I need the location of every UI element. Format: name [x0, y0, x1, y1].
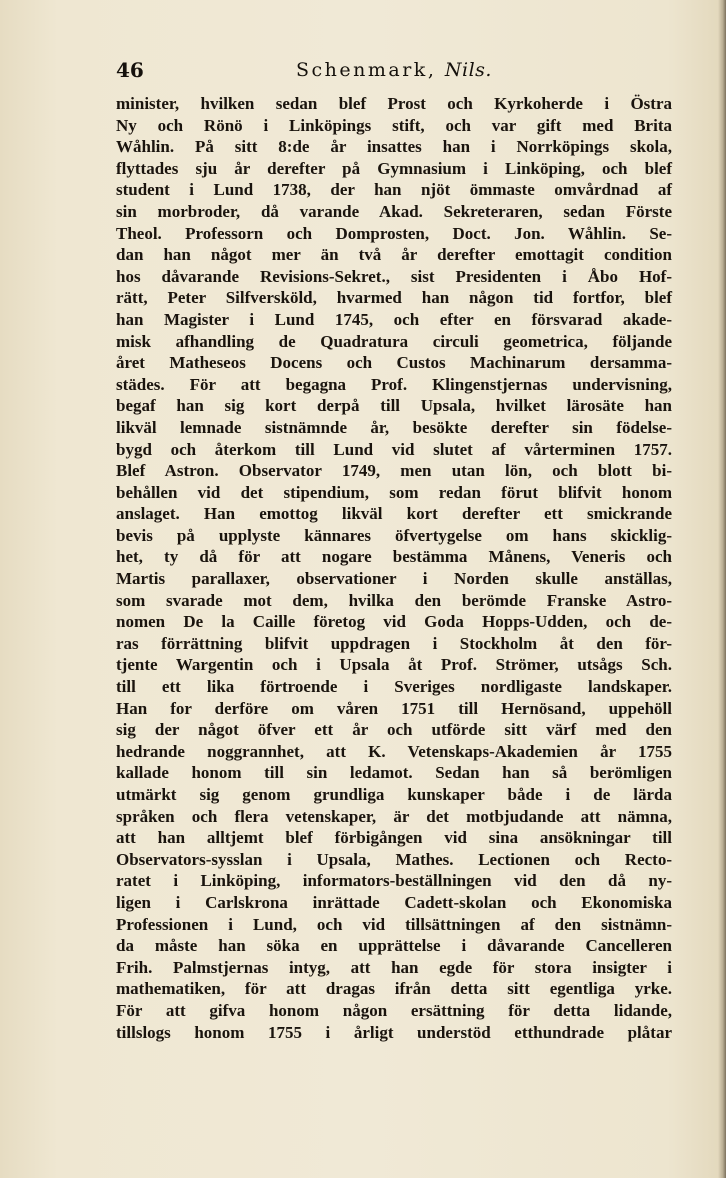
- running-head: [296, 56, 492, 84]
- text-line: Martis parallaxer, observationer i Norden skulle anställas,: [116, 569, 672, 589]
- text-line: minister, hvilken sedan blef Prost och Kyrkoherde i Östra: [116, 94, 672, 113]
- text-line: sin morbroder, då varande Akad. Sekreteraren, sedan Förste: [116, 201, 672, 221]
- page-number: 46: [116, 58, 144, 82]
- text-line: bygd och återkom till Lund vid slutet af vårterminen 1757.: [116, 439, 672, 459]
- text-line: Wåhlin. På sitt 8:de år insattes han i Norrköpings skola,: [116, 137, 672, 157]
- text-line: likväl lemnade sistnämnde år, besökte derefter sin födelse-: [116, 417, 672, 437]
- text-line: tjente Wargentin och i Upsala åt Prof. Strömer, utsågs Sch.: [116, 655, 672, 675]
- text-line: sig der något öfver ett år och utförde sitt värf med den: [116, 720, 672, 740]
- text-line: ras förrättning blifvit uppdragen i Stockholm åt den för-: [116, 633, 672, 653]
- text-line: anslaget. Han emottog likväl kort derefter ett smickrande: [116, 504, 672, 524]
- text-line: året Matheseos Docens och Custos Machinarum dersamma-: [116, 353, 672, 373]
- text-line: han Magister i Lund 1745, och efter en försvarad akade-: [116, 309, 672, 329]
- text-line: het, ty då för att nogare bestämma Månens, Veneris och: [116, 547, 672, 567]
- text-line: För att gifva honom någon ersättning för detta lidande,: [116, 1000, 672, 1020]
- text-line: mathematiken, för att dragas ifrån detta sitt egentliga yrke.: [116, 979, 672, 999]
- text-line: som svarade mot dem, hvilka den berömde Franske Astro-: [116, 590, 672, 610]
- text-line: da måste han söka en upprättelse i dåvarande Cancelleren: [116, 936, 672, 956]
- running-head-given-name: Nils.: [444, 59, 492, 81]
- running-head-surname: Schenmark,: [296, 59, 437, 81]
- body-text: [116, 93, 672, 1043]
- text-line: till ett lika förtroende i Sveriges nordligaste landskaper.: [116, 677, 672, 697]
- text-line: dan han något mer än två år derefter emottagit condition: [116, 245, 672, 265]
- text-line: utmärkt sig genom grundliga kunskaper både i de lärda: [116, 785, 672, 804]
- text-line: städes. För att begagna Prof. Klingenstjernas undervisning,: [116, 374, 672, 394]
- text-line: misk afhandling de Quadratura circuli geometrica, följande: [116, 331, 672, 351]
- text-line: Observators-sysslan i Upsala, Mathes. Lectionen och Recto-: [116, 849, 672, 869]
- text-line: begaf han sig kort derpå till Upsala, hvilket lärosäte han: [116, 396, 672, 416]
- text-line: Theol. Professorn och Domprosten, Doct. Jon. Wåhlin. Se-: [116, 223, 672, 243]
- text-line: bevis på upplyste kännares öfvertygelse om hans skicklig-: [116, 525, 672, 545]
- text-line: student i Lund 1738, der han njöt ömmaste omvårdnad af: [116, 180, 672, 200]
- text-line: behållen vid det stipendium, som redan förut blifvit honom: [116, 482, 672, 502]
- text-line: Blef Astron. Observator 1749, men utan lön, och blott bi-: [116, 461, 672, 481]
- text-line: ratet i Linköping, informators-beställningen vid den då ny-: [116, 871, 672, 891]
- text-line: Frih. Palmstjernas intyg, att han egde för stora insigter i: [116, 957, 672, 977]
- text-line: flyttades sju år derefter på Gymnasium i Linköping, och blef: [116, 158, 672, 178]
- text-line: nomen De la Caille företog vid Goda Hopps-Udden, och de-: [116, 612, 672, 632]
- text-line: Professionen i Lund, och vid tillsättningen af den sistnämn-: [116, 914, 672, 934]
- text-line: Ny och Rönö i Linköpings stift, och var gift med Brita: [116, 115, 672, 135]
- text-line: hos dåvarande Revisions-Sekret., sist Presidenten i Åbo Hof-: [116, 266, 672, 286]
- text-line: tillslogs honom 1755 i årligt understöd etthundrade plåtar: [116, 1022, 672, 1042]
- page-edge-shadow: [718, 0, 726, 1178]
- text-line: Han for derföre om våren 1751 till Hernösand, uppehöll: [116, 698, 672, 718]
- text-line: ligen i Carlskrona inrättade Cadett-skolan och Ekonomiska: [116, 892, 672, 912]
- text-line: rätt, Peter Silfversköld, hvarmed han någon tid fortfor, blef: [116, 288, 672, 308]
- text-line: kallade honom till sin ledamot. Sedan han så berömligen: [116, 763, 672, 783]
- text-line: att han alltjemt blef förbigången vid sina ansökningar till: [116, 828, 672, 848]
- text-line: språken och flera vetenskaper, är det motbjudande att nämna,: [116, 806, 672, 826]
- text-line: hedrande noggrannhet, att K. Vetenskaps-Akademien år 1755: [116, 741, 672, 761]
- page-header: [116, 56, 672, 84]
